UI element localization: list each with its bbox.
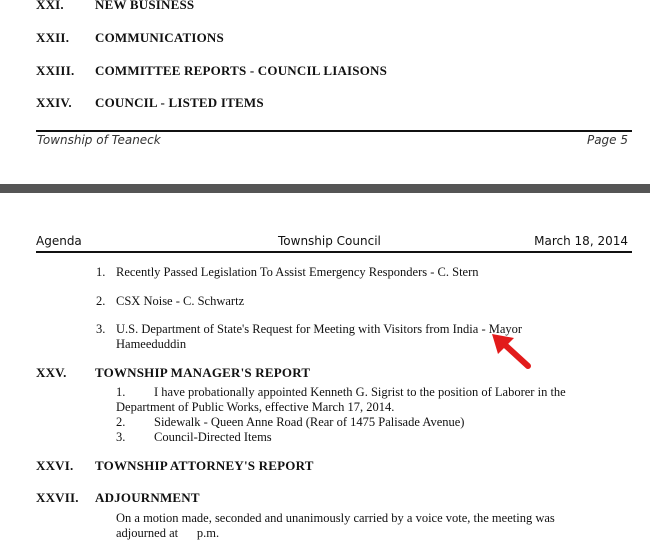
list-item-number: 1. xyxy=(116,385,126,399)
section-title-adjournment: ADJOURNMENT xyxy=(95,490,200,505)
section-number: XXVII. xyxy=(36,490,79,505)
section-number: XXIII. xyxy=(36,63,75,78)
section-number: XXII. xyxy=(36,30,70,45)
section-number: XXVI. xyxy=(36,458,74,473)
header-rule xyxy=(36,251,632,253)
section-title-committee-reports: COMMITTEE REPORTS - COUNCIL LIAISONS xyxy=(95,63,388,78)
section-title-communications: COMMUNICATIONS xyxy=(95,30,224,45)
list-item: CSX Noise - C. Schwartz xyxy=(116,294,245,308)
header-date: March 18, 2014 xyxy=(534,234,628,248)
section-number: XXI. xyxy=(36,0,64,12)
footer-page-number: Page 5 xyxy=(586,133,628,147)
section-number: XXV. xyxy=(36,365,67,380)
list-item-number: 2. xyxy=(96,294,106,308)
list-item: Recently Passed Legislation To Assist Emergency Responders - C. Stern xyxy=(116,265,479,279)
adjournment-text: On a motion made, seconded and unanimously carried by a voice vote, the meeting was xyxy=(116,511,555,525)
list-item-number: 3. xyxy=(96,322,106,336)
section-title-attorney-report: TOWNSHIP ATTORNEY'S REPORT xyxy=(95,458,314,473)
list-item-number: 2. xyxy=(116,415,126,429)
list-item-continuation: Department of Public Works, effective March 17, 2014. xyxy=(116,400,395,414)
section-title-manager-report: TOWNSHIP MANAGER'S REPORT xyxy=(95,365,311,380)
section-title-new-business: NEW BUSINESS xyxy=(95,0,195,12)
section-number: XXIV. xyxy=(36,95,72,110)
footer-rule xyxy=(36,130,632,132)
adjournment-text-continuation: adjourned at p.m. xyxy=(116,526,220,540)
list-item-number: 3. xyxy=(116,430,126,444)
list-item-continuation: Hameeduddin xyxy=(116,337,187,351)
header-agenda: Agenda xyxy=(36,234,82,248)
list-item: Sidewalk - Queen Anne Road (Rear of 1475 Palisade Avenue) xyxy=(154,415,465,429)
list-item: U.S. Department of State's Request for Meeting with Visitors from India - Mayor xyxy=(116,322,523,336)
red-arrow-icon xyxy=(490,332,534,372)
page-separator xyxy=(0,184,650,193)
list-item: I have probationally appointed Kenneth G. Sigrist to the position of Laborer in the xyxy=(154,385,566,399)
list-item: Council-Directed Items xyxy=(154,430,272,444)
footer-township-name: Township of Teaneck xyxy=(37,133,161,147)
list-item-number: 1. xyxy=(96,265,106,279)
header-township-council: Township Council xyxy=(278,234,381,248)
section-title-council-listed-items: COUNCIL - LISTED ITEMS xyxy=(95,95,264,110)
